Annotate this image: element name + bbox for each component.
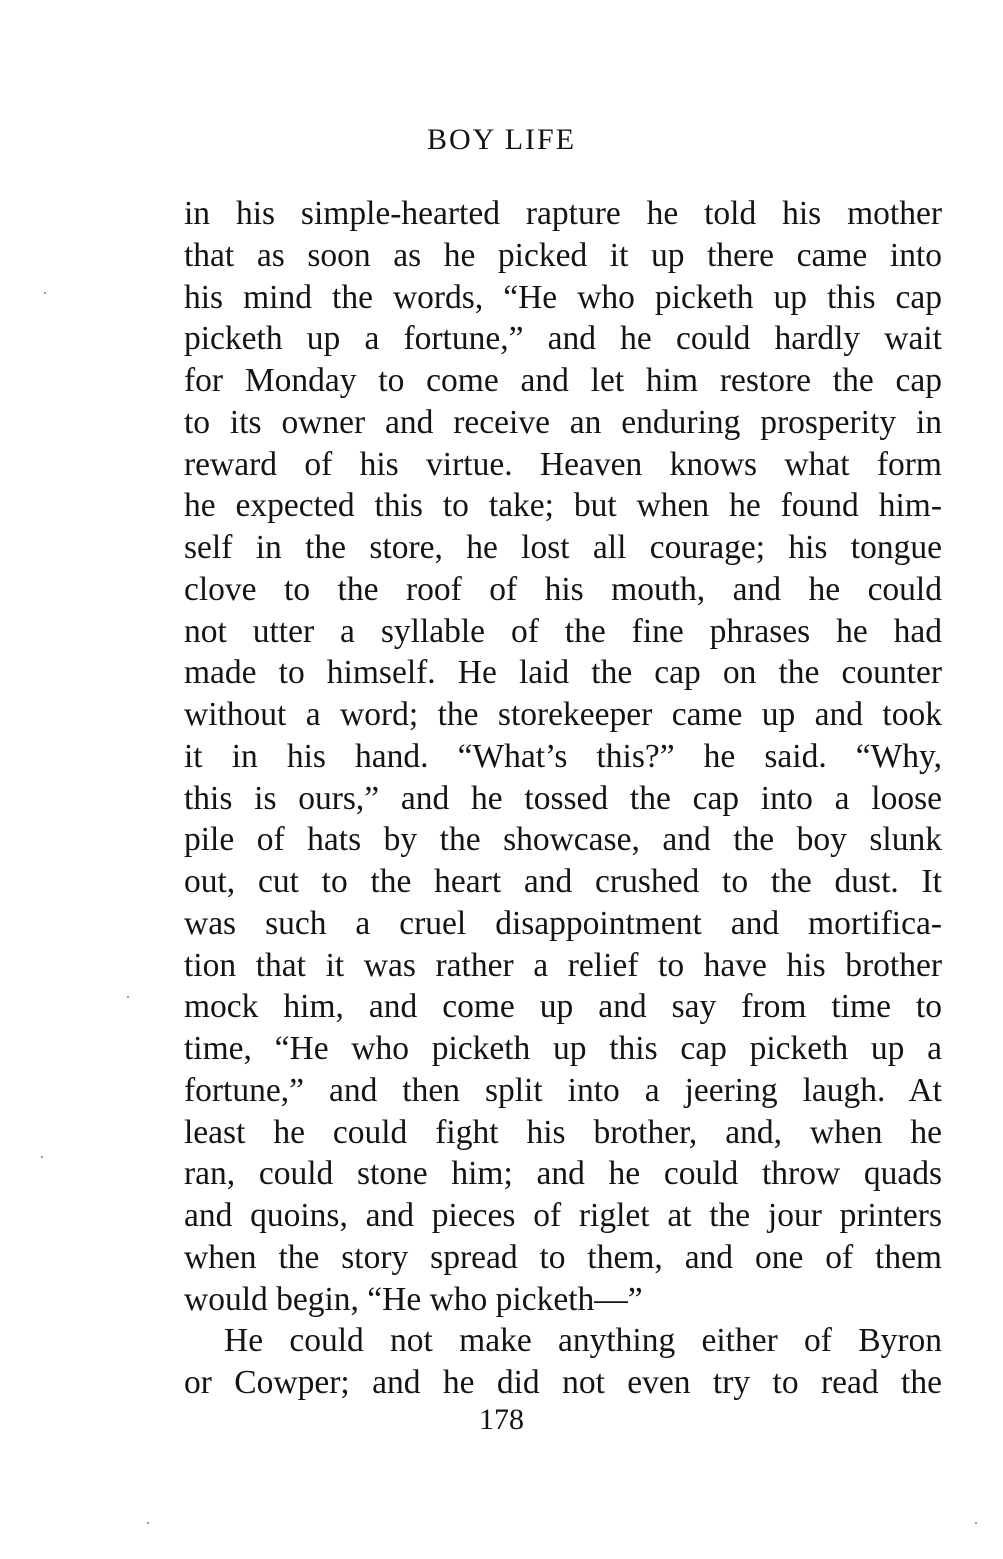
- text-line: reward of his virtue. Heaven knows what form: [184, 445, 942, 483]
- text-line: ran, could stone him; and he could throw quads: [184, 1155, 942, 1193]
- text-line: tion that it was rather a relief to have his brother: [184, 946, 942, 984]
- scan-speck: [147, 1522, 149, 1524]
- text-line: fortune,” and then split into a jeering laugh. At: [184, 1071, 942, 1109]
- text-line: to its owner and receive an enduring prosperity in: [184, 403, 942, 441]
- paragraph-1: [184, 193, 942, 1320]
- text-line: made to himself. He laid the cap on the counter: [184, 654, 942, 692]
- text-line: time, “He who picketh up this cap picketh up a: [184, 1030, 942, 1067]
- scan-speck: [975, 1522, 977, 1524]
- text-line: was such a cruel disappointment and mortifica-: [184, 904, 942, 942]
- scan-speck: [127, 996, 129, 998]
- scan-speck: [41, 1156, 43, 1158]
- running-head: BOY LIFE: [426, 123, 577, 156]
- text-line: pile of hats by the showcase, and the boy slunk: [184, 821, 942, 859]
- text-line: he expected this to take; but when he found him-: [184, 487, 942, 525]
- text-line: or Cowper; and he did not even try to read the: [184, 1364, 942, 1401]
- text-line: his mind the words, “He who picketh up this cap: [184, 278, 942, 316]
- text-line: would begin, “He who picketh—”: [184, 1280, 643, 1318]
- text-line: in his simple-hearted rapture he told his mother: [184, 195, 942, 232]
- text-line: that as soon as he picked it up there came into: [184, 236, 942, 274]
- text-line: without a word; the storekeeper came up and took: [184, 696, 942, 733]
- text-line: least he could fight his brother, and, when he: [184, 1113, 942, 1151]
- text-line: clove to the roof of his mouth, and he could: [184, 570, 942, 608]
- text-line: He could not make anything either of Byron: [224, 1322, 942, 1360]
- page-number: 178: [479, 1403, 524, 1436]
- paragraph-2: [184, 1320, 942, 1404]
- text-line: not utter a syllable of the fine phrases he had: [184, 612, 942, 650]
- text-line: this is ours,” and he tossed the cap into a loose: [184, 779, 942, 817]
- text-line: picketh up a fortune,” and he could hardly wait: [184, 320, 942, 358]
- text-line: and quoins, and pieces of riglet at the jour printers: [184, 1197, 942, 1234]
- text-line: it in his hand. “What’s this?” he said. “Why,: [184, 737, 942, 775]
- text-line: when the story spread to them, and one of them: [184, 1238, 942, 1276]
- text-line: mock him, and come up and say from time to: [184, 988, 942, 1026]
- text-line: out, cut to the heart and crushed to the dust. It: [184, 863, 942, 900]
- text-line: self in the store, he lost all courage; his tongue: [184, 529, 942, 566]
- body-text: [184, 193, 942, 1404]
- scan-speck: [44, 292, 46, 294]
- text-line: for Monday to come and let him restore the cap: [184, 362, 942, 399]
